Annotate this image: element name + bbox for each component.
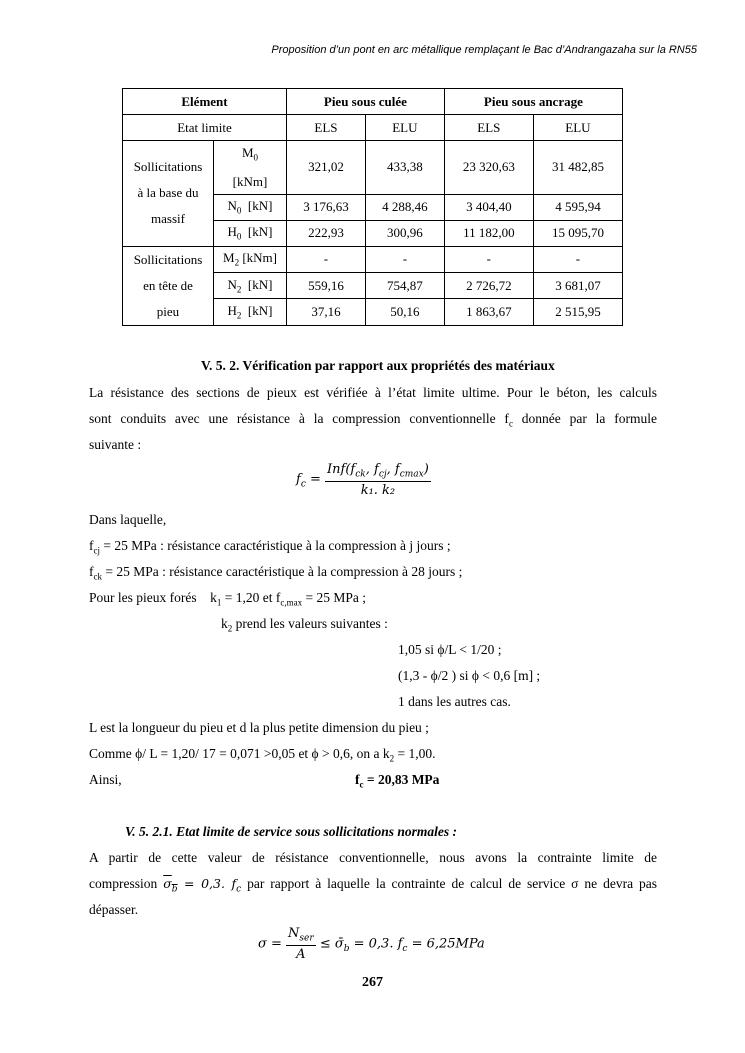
fck-definition: $f_{ck} = 25$ MPa : résistance caractéristique à la compression à 28 jours ; [89,564,463,582]
table-cell: 3 404,40 [444,194,533,220]
table-cell: 433,38 [365,141,444,195]
k2-value-1: 1,05 si ϕ/L < 1/20 ; [398,642,502,657]
table-cell: 50,16 [365,299,444,325]
l-definition: L est la longueur du pieu et d la plus petite dimension du pieu ; [89,720,429,735]
els-label: ELS [287,115,366,141]
table-cell: 4 288,46 [365,194,444,220]
table-cell: 31 482,85 [533,141,622,195]
k2-value-2: (1,3 - ϕ/2 ) si ϕ < 0,6 [m] ; [398,668,541,683]
row-label: $N_0$ [kN] [214,194,287,220]
group-tete-pieu: Sollicitations en tête de pieu [123,246,214,325]
table-cell: 11 182,00 [444,220,533,246]
table-cell: 2 515,95 [533,299,622,325]
table-cell: 4 595,94 [533,194,622,220]
row-label: $N_2$ [kN] [214,272,287,298]
table-cell: - [444,246,533,272]
paragraph-line: La résistance des sections de pieux est vérifiée à l’état limite ultime. Pour le béton, les calculs [89,385,657,400]
table-cell: 300,96 [365,220,444,246]
formula-sigma: σ = $\frac{N_{ser}}{A}$ ≤ $\sigmā_b = 0,3$. $f_c = 6,25MPa$ [258,926,485,962]
table-cell: - [533,246,622,272]
paragraph-line: suivante : [89,437,142,452]
table-cell: 321,02 [287,141,366,195]
comme-line: Comme ϕ/ L = 1,20/ 17 = 0,071 >0,05 et ϕ > 0,6, on a $k_2 = 1,00$. [89,746,436,764]
row-label: $M_2$ [kNm] [214,246,287,272]
table-cell: - [365,246,444,272]
section-title: V. 5. 2. Vérification par rapport aux propriétés des matériaux [201,358,555,373]
k2-value-3: 1 dans les autres cas. [398,694,511,709]
row-label: $H_0$ [kN] [214,220,287,246]
etat-limite-label: Etat limite [123,115,287,141]
table-cell: 1 863,67 [444,299,533,325]
table-cell: 3 681,07 [533,272,622,298]
fc-result: $f_c = 20,83$ MPa [355,772,440,790]
results-table [122,88,623,326]
pieux-fores-line: Pour les pieux forés $k_1 = 1,20$ et $f_{c,max} = 25$ MPa ; [89,590,366,608]
row-label: $H_2$ [kN] [214,299,287,325]
header-ancrage: Pieu sous ancrage [444,89,622,115]
group-base-massif: Sollicitations à la base du massif [123,141,214,247]
table-cell: 23 320,63 [444,141,533,195]
table-cell: 37,16 [287,299,366,325]
elu-label: ELU [533,115,622,141]
dans-laquelle: Dans laquelle, [89,512,167,527]
formula-fc: $f_c$ = $\frac{Inf(f_{ck}, f_{cj}, f_{cmax})}{\text{k₁. k₂}}$ [296,462,429,498]
ainsi-label: Ainsi, [89,772,122,787]
header-element: Elément [123,89,287,115]
paragraph-line: A partir de cette valeur de résistance conventionnelle, nous avons la contrainte limite de [89,850,657,865]
elu-label: ELU [365,115,444,141]
subsection-title: V. 5. 2.1. Etat limite de service sous sollicitations normales : [125,824,458,839]
paragraph-line: compression $\sigma_b = 0,3$. $f_c$ par rapport à laquelle la contrainte de calcul de service σ ne devra pas [89,876,658,895]
table-cell: 3 176,63 [287,194,366,220]
table-cell: 754,87 [365,272,444,298]
table-cell: 15 095,70 [533,220,622,246]
row-label: $M_0$ [kNm] [214,141,287,195]
paragraph-line: sont conduits avec une résistance à la compression conventionnelle $f_c$ donnée par la formule [89,411,657,429]
els-label: ELS [444,115,533,141]
table-cell: 559,16 [287,272,366,298]
k2-line: $k_2$ prend les valeurs suivantes : [221,616,388,634]
page-number: 267 [362,975,383,990]
table-cell: 222,93 [287,220,366,246]
running-header: Proposition d’un pont en arc métallique remplaçant le Bac d’Andrangazaha sur la RN55 [271,44,697,56]
paragraph-line: dépasser. [89,902,139,917]
header-culee: Pieu sous culée [287,89,445,115]
table-cell: - [287,246,366,272]
fcj-definition: $f_{cj} = 25$ MPa : résistance caractéristique à la compression à j jours ; [89,538,451,556]
table-cell: 2 726,72 [444,272,533,298]
